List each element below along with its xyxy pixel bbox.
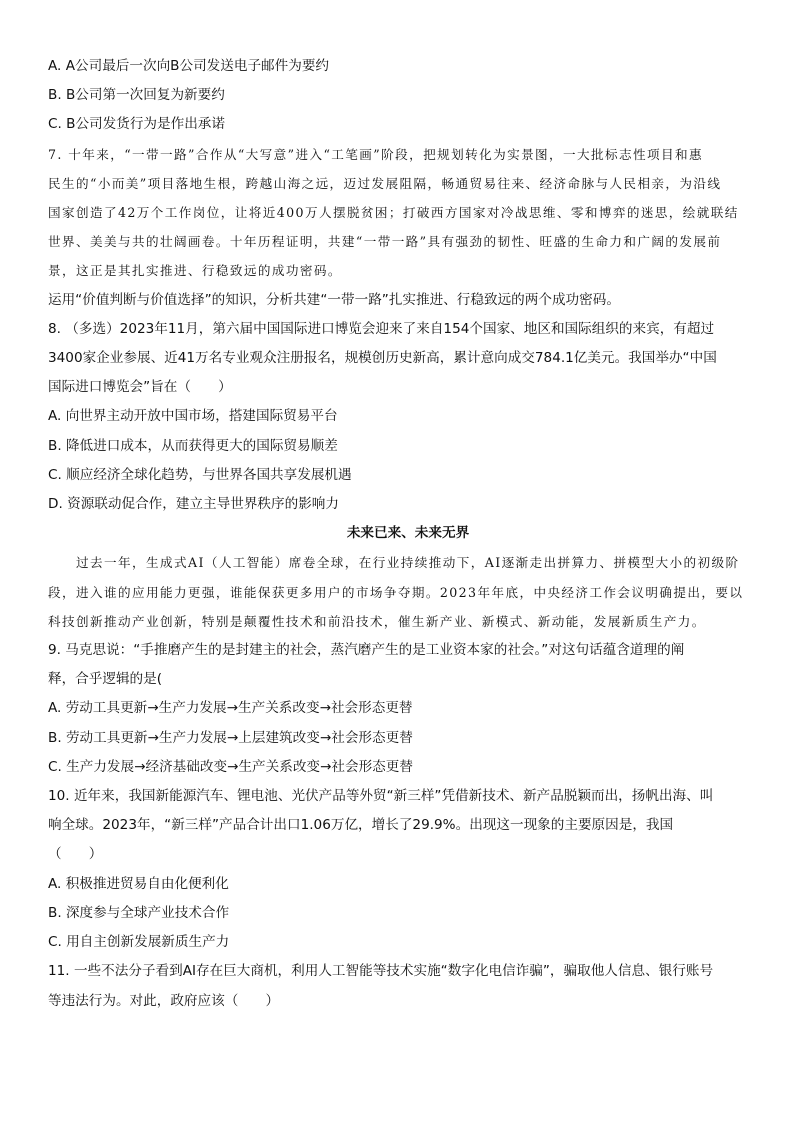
q9-stem-line: 释，合乎逻辑的是( (48, 671, 163, 688)
q10-stem-line: 响全球。2023年，“新三样”产品合计出口1.06万亿，增长了29.9%。出现这一现象的主要原因是，我国 (48, 817, 674, 834)
q10-option-a: A. 积极推进贸易自由化便利化 (48, 875, 229, 892)
question-7 (48, 140, 768, 315)
q8-stem-line: 8. （多选）2023年11月，第六届中国国际进口博览会迎来了来自154个国家、地区和国际组织的来宾，有超过 (48, 320, 715, 337)
q8-option-c: C. 顺应经济全球化趋势，与世界各国共享发展机遇 (48, 466, 352, 483)
document-page (48, 52, 768, 1016)
q10-stem-line: （ ） (48, 846, 103, 863)
q8-stem-line: 3400家企业参展、近41万名专业观众注册报名，规模创历史新高，累计意向成交784.1亿美元。我国举办“中国 (48, 350, 717, 367)
q8-stem-line: 国际进口博览会”旨在（ ） (48, 379, 232, 396)
q7-material-line: 民生的“小而美”项目落地生根，跨越山海之远，迈过发展阻隔，畅通贸易往来、经济命脉与人民相亲，为沿线 (48, 175, 722, 191)
section-material-line: 过去一年，生成式AI（人工智能）席卷全球，在行业持续推动下，AI逐渐走出拼算力、拼模型大小的初级阶 (76, 555, 740, 571)
q7-material-line: 国家创造了42万个工作岗位，让将近400万人摆脱贫困；打破西方国家对冷战思维、零和博弈的迷思，绘就联结 (48, 205, 739, 221)
q7-material-line: 景，这正是其扎实推进、行稳致远的成功密码。 (48, 263, 342, 279)
question-11 (48, 957, 768, 1015)
q9-option-a: A. 劳动工具更新→生产力发展→生产关系改变→社会形态更替 (48, 700, 413, 717)
option-b: B. B公司第一次回复为新要约 (48, 87, 225, 104)
q11-stem-line: 11. 一些不法分子看到AI存在巨大商机，利用人工智能等技术实施“数字化电信诈骗”，骗取他人信息、银行账号 (48, 963, 714, 980)
q8-option-b: B. 降低进口成本，从而获得更大的国际贸易顺差 (48, 437, 338, 454)
q8-option-d: D. 资源联动促合作，建立主导世界秩序的影响力 (48, 496, 339, 513)
option-c: C. B公司发货行为是作出承诺 (48, 116, 225, 133)
q10-option-b: B. 深度参与全球产业技术合作 (48, 904, 230, 921)
q7-question: 运用“价值判断与价值选择”的知识，分析共建“一带一路”扎实推进、行稳致远的两个成功密码。 (48, 291, 620, 308)
question-10 (48, 782, 768, 957)
q10-option-c: C. 用自主创新发展新质生产力 (48, 934, 230, 951)
q10-stem-line: 10. 近年来，我国新能源汽车、锂电池、光伏产品等外贸“新三样”凭借新技术、新产品脱颖而出，扬帆出海、叫 (48, 788, 714, 805)
q7-material-line: 7. 十年来，“一带一路”合作从“大写意”进入“工笔画”阶段，把规划转化为实景图，一大批标志性项目和惠 (48, 146, 703, 162)
q9-option-b: B. 劳动工具更新→生产力发展→上层建筑改变→社会形态更替 (48, 729, 413, 746)
option-a: A. A公司最后一次向B公司发送电子邮件为要约 (48, 58, 330, 74)
q7-material-line: 世界、美美与共的壮阔画卷。十年历程证明，共建“一带一路”具有强劲的韧性、旺盛的生命力和广阔的发展前 (48, 234, 722, 250)
q6-options (48, 52, 768, 140)
section-title: 未来已来、未来无界 (346, 525, 470, 542)
q9-option-c: C. 生产力发展→经济基础改变→生产关系改变→社会形态更替 (48, 758, 413, 775)
question-9 (48, 636, 768, 782)
q9-stem-line: 9. 马克思说：“手推磨产生的是封建主的社会，蒸汽磨产生的是工业资本家的社会。”对这句话蕴含道理的阐 (48, 642, 685, 659)
section-material-line: 段，进入谁的应用能力更强，谁能保获更多用户的市场争夺期。2023年年底，中央经济工作会议明确提出，要以 (48, 584, 744, 600)
q8-option-a: A. 向世界主动开放中国市场，搭建国际贸易平台 (48, 408, 338, 425)
q11-stem-line: 等违法行为。对此，政府应该（ ） (48, 992, 280, 1009)
section-material-line: 科技创新推动产业创新，特别是颠覆性技术和前沿技术，催生新产业、新模式、新动能，发展新质生产力。 (48, 613, 706, 629)
question-8 (48, 315, 768, 519)
section-material (48, 519, 768, 636)
